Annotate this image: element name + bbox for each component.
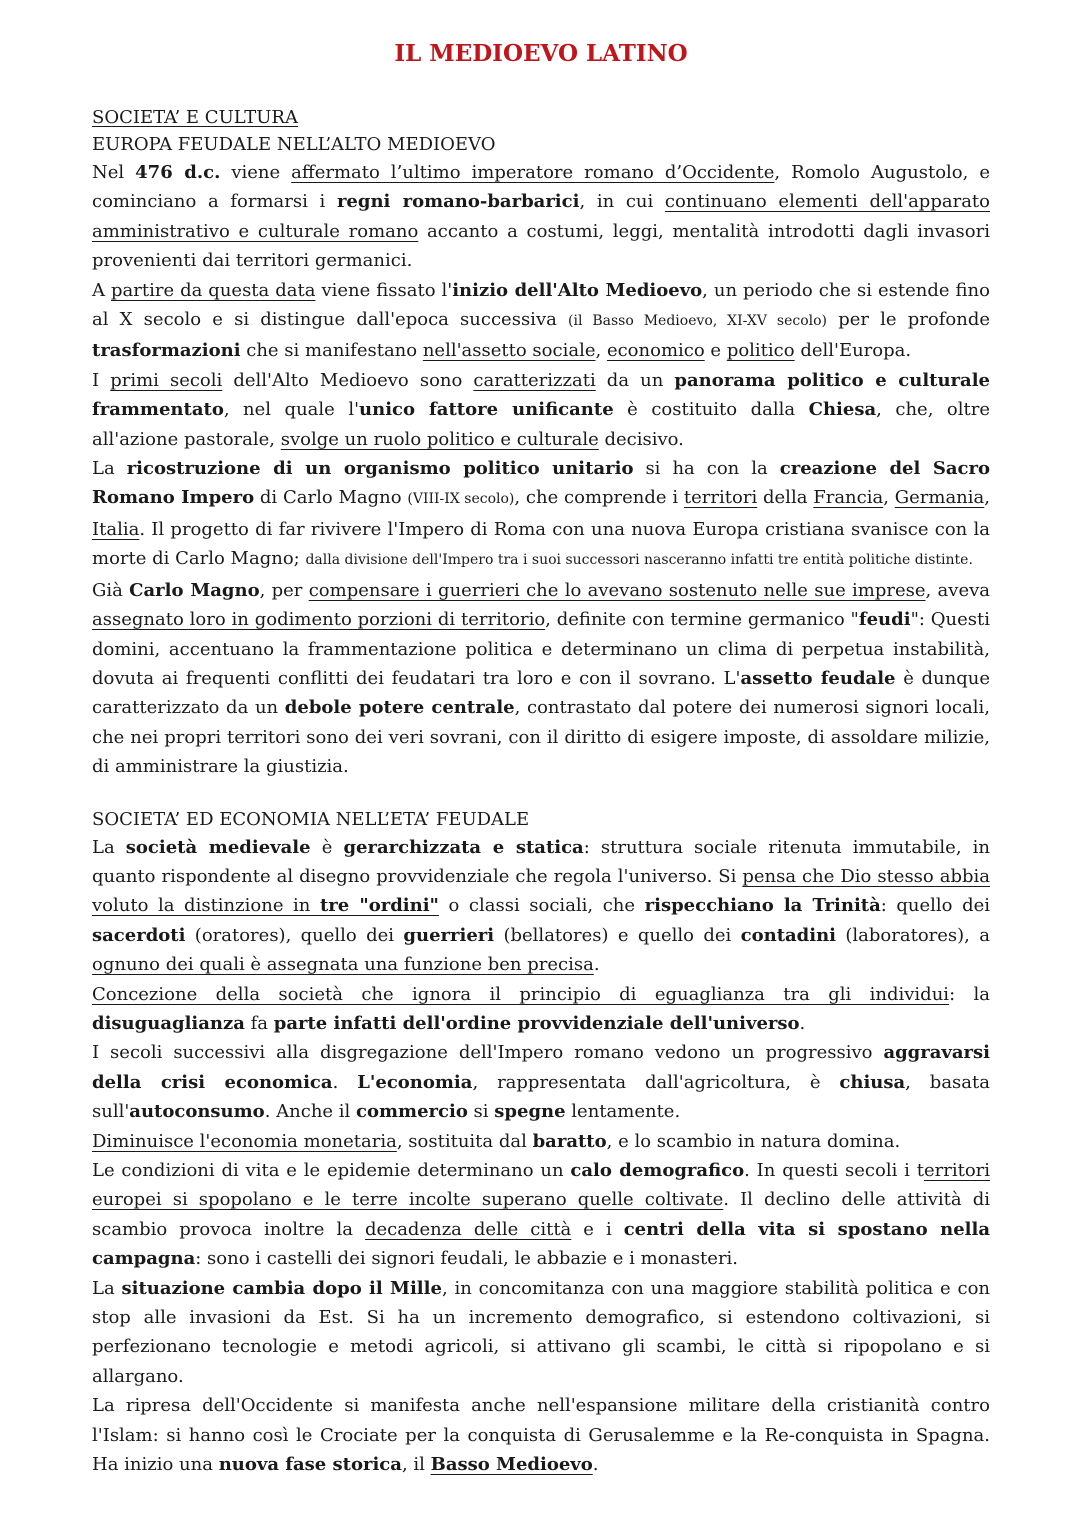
document-page: [92, 34, 990, 1479]
text-run: dell'Europa.: [794, 340, 912, 362]
bold-text: 476 d.c.: [135, 162, 221, 183]
text-run: da un: [595, 369, 675, 391]
text-run: dalla divisione dell'Impero tra i suoi successori nasceranno infatti tre entità politiche distinte.: [305, 552, 973, 569]
underlined-text: svolge un ruolo politico e culturale: [280, 428, 599, 450]
text-run: A: [92, 279, 111, 301]
paragraph: [92, 1274, 990, 1392]
text-run: Le condizioni di vita e le epidemie determinano un: [92, 1160, 571, 1181]
bold-text: ricostruzione di un organismo politico unitario: [126, 458, 634, 480]
text-run: , contrastato dal potere dei numerosi signori locali, che nei propri territori sono dei veri sovrani, con il diritto di esigere imposte, di assoldare milizie, di amministrare la giustizia.: [92, 697, 990, 778]
bold-text: assetto feudale: [740, 667, 896, 689]
underlined-text: ognuno dei quali è assegnata una funzione ben precisa: [92, 954, 594, 976]
bold-text: creazione del Sacro Romano Impero: [92, 458, 990, 509]
bold-text: società medievale: [125, 836, 311, 858]
bold-text: feudi: [858, 609, 911, 631]
text-run: , che, oltre all'azione pastorale,: [92, 399, 991, 450]
bold-text: contadini: [740, 924, 837, 946]
text-run: accanto a costumi, leggi, mentalità introdotti dagli invasori provenienti dai territori germanici.: [92, 220, 990, 272]
text-run: .: [592, 1454, 599, 1476]
text-run: , nel quale l': [223, 399, 360, 421]
text-run: si ha con la: [633, 458, 780, 480]
text-run: , il: [401, 1454, 431, 1476]
text-run: (bellatores) e quello dei: [494, 924, 741, 946]
paragraph: [92, 1038, 990, 1126]
paragraph: [92, 980, 990, 1039]
text-run: La: [92, 458, 127, 480]
bold-text: baratto: [532, 1130, 607, 1152]
bold-text: gerarchizzata e statica: [343, 836, 584, 858]
text-run: . Il declino delle attività di scambio provoca inoltre la: [92, 1189, 990, 1240]
text-run: ,: [883, 487, 895, 509]
underlined-text: decadenza delle città: [364, 1218, 572, 1240]
text-run: .: [593, 954, 600, 976]
text-run: per le profonde: [827, 309, 990, 331]
paragraph: [92, 1127, 990, 1156]
underlined-text: Germania: [894, 487, 985, 509]
text-run: , in cui: [579, 191, 665, 213]
text-run: è: [310, 836, 344, 858]
text-run: : quello dei: [880, 895, 991, 917]
text-run: La ripresa dell'Occidente si manifesta anche nell'espansione militare della cristianità contro l'Islam: si hanno così le Crociate per la conquista di Gerusalemme e la Re-conquista in Spagna. Ha inizio una: [92, 1395, 990, 1476]
text-run: : struttura sociale ritenuta immutabile, in quanto rispondente al disegno provvidenziale che regola l'universo. Si: [92, 836, 990, 887]
text-run: : sono i castelli dei signori feudali, le abbazie e i monasteri.: [195, 1248, 739, 1270]
underlined-text: pensa che Dio stesso abbia voluto la distinzione in: [92, 865, 990, 917]
bold-text: Carlo Magno: [129, 579, 260, 601]
underlined-text: politico: [726, 340, 795, 362]
bold-text: panorama politico e culturale frammentato: [92, 369, 990, 421]
text-run: (il Basso Medioevo, XI-XV secolo): [568, 313, 828, 330]
bold-text: Chiesa: [808, 399, 877, 421]
bold-text: debole potere centrale: [284, 697, 515, 719]
text-run: . Il progetto di far rivivere l'Impero di Roma con una nuova Europa cristiana svanisce con la morte di Carlo Magno;: [92, 518, 990, 570]
text-run: , un periodo che si estende fino al X secolo e si distingue dall'epoca successiva: [92, 279, 990, 331]
text-run: dell'Alto Medioevo sono: [222, 369, 474, 391]
paragraph: [92, 1391, 990, 1479]
text-run: lentamente.: [565, 1101, 681, 1123]
paragraph: [92, 276, 990, 366]
underlined-text: caratterizzati: [473, 369, 596, 391]
underlined-text: economico: [606, 340, 705, 362]
underlined-text: assegnato loro in godimento porzioni di territorio: [92, 609, 546, 631]
section-heading: EUROPA FEUDALE NELL’ALTO MEDIOEVO: [92, 134, 496, 155]
bold-text: parte infatti dell'ordine provvidenziale dell'universo: [273, 1012, 800, 1034]
underlined-text: continuano elementi dell'apparato amministrativo e culturale romano: [92, 191, 990, 242]
text-run: .: [799, 1012, 806, 1034]
text-run: di Carlo Magno: [254, 487, 408, 509]
bold-text: guerrieri: [403, 924, 495, 946]
section-heading: SOCIETA’ ED ECONOMIA NELL’ETA’ FEUDALE: [92, 808, 530, 830]
text-run: Nel: [92, 162, 136, 183]
text-run: e i: [571, 1218, 624, 1240]
bold-text: tre "ordini": [319, 895, 439, 917]
bold-text: commercio: [356, 1101, 468, 1123]
paragraph: [92, 576, 990, 782]
underlined-text: Concezione della società che ignora il principio di eguaglianza tra gli individui: [92, 983, 950, 1005]
text-run: che si manifestano: [240, 340, 423, 362]
paragraph: [92, 1156, 990, 1274]
text-run: è dunque caratterizzato da un: [92, 667, 990, 719]
bold-text: autoconsumo: [129, 1101, 265, 1123]
text-run: I: [92, 369, 111, 391]
text-run: è costituito dalla: [613, 399, 809, 421]
text-run: , basata sull': [92, 1071, 990, 1123]
bold-text: aggravarsi della crisi economica: [92, 1042, 990, 1093]
text-run: I secoli successivi alla disgregazione dell'Impero romano vedono un progressivo: [92, 1042, 884, 1064]
underlined-text: compensare i guerrieri che lo avevano sostenuto nelle sue imprese: [308, 579, 926, 601]
bold-text: nuova fase storica: [218, 1454, 402, 1476]
text-run: ": Questi domini, accentuano la frammentazione politica e determinano un clima di perpetua instabilità, dovuta ai frequenti conflitti dei feudatari tra loro e con il sovrano. L': [92, 609, 991, 689]
text-run: fa: [244, 1012, 274, 1034]
text-run: (laboratores), a: [836, 924, 990, 946]
section-kicker: SOCIETA’ E CULTURA: [92, 107, 298, 128]
text-run: Già: [92, 579, 130, 601]
bold-text: inizio dell'Alto Medioevo: [452, 279, 703, 301]
bold-text: trasformazioni: [92, 340, 241, 362]
text-run: , e lo scambio in natura domina.: [606, 1130, 901, 1152]
bold-text: sacerdoti: [92, 924, 186, 946]
text-run: , sostituita dal: [396, 1130, 533, 1152]
text-run: e: [704, 340, 727, 362]
underlined-text: territori: [683, 487, 758, 509]
bold-text: unico fattore unificante: [359, 399, 614, 421]
paragraph: [92, 833, 990, 980]
text-run: , rappresentata dall'agricoltura, è: [472, 1071, 840, 1093]
underlined-text: affermato l’ultimo imperatore romano d’Occidente: [291, 162, 775, 183]
underlined-text: Diminuisce l'economia monetaria: [92, 1130, 397, 1152]
underlined-text: partire da questa data: [110, 279, 316, 301]
underlined-text: nell'assetto sociale: [422, 340, 596, 362]
bold-text: Basso Medioevo: [430, 1454, 593, 1476]
text-run: La: [92, 1277, 122, 1299]
underlined-text: erritori europei si spopolano e le terre incolte superano quelle coltivate: [92, 1160, 991, 1211]
bold-text: chiusa: [839, 1071, 906, 1093]
text-run: , che comprende i: [514, 487, 684, 509]
text-run: .: [332, 1071, 358, 1093]
bold-text: calo demografico: [570, 1160, 745, 1181]
section-spacer: [92, 782, 990, 806]
text-run: , in concomitanza con una maggiore stabilità politica e con stop alle invasioni da Est. Si ha un incremento demografico, si estendono coltivazioni, si perfezionano tecnologie e metodi agricoli, si attivano gli scambi, le città si ripopolano e si allargano.: [92, 1277, 991, 1387]
text-run: , aveva: [925, 579, 991, 601]
paragraph: [92, 158, 990, 276]
bold-text: disuguaglianza: [92, 1012, 245, 1034]
bold-text: situazione cambia dopo il Mille: [121, 1277, 442, 1299]
text-run: o classi sociali, che: [438, 895, 645, 917]
text-run: (oratores), quello dei: [185, 924, 404, 946]
text-run: ,: [595, 340, 607, 362]
text-run: (VIII-IX secolo): [407, 491, 515, 508]
text-run: viene: [220, 162, 292, 183]
paragraph: [92, 454, 990, 576]
underlined-text: Francia: [813, 487, 884, 509]
text-run: si: [467, 1101, 495, 1123]
text-run: . Anche il: [264, 1101, 357, 1123]
bold-text: L'economia: [357, 1071, 473, 1093]
text-run: , definite con termine germanico ": [545, 609, 859, 631]
underlined-text: primi secoli: [110, 369, 223, 391]
text-run: , per: [259, 579, 309, 601]
page-title: IL MEDIOEVO LATINO: [394, 40, 688, 67]
text-run: decisivo.: [598, 428, 684, 450]
text-run: La: [92, 836, 126, 858]
text-run: , Romolo Augustolo, e cominciano a formarsi i: [92, 162, 990, 213]
text-run: viene fissato l': [315, 279, 453, 301]
paragraph: [92, 366, 990, 454]
underlined-text: Italia: [92, 518, 140, 540]
text-run: della: [757, 487, 814, 509]
bold-text: centri della vita si spostano nella campagna: [92, 1218, 991, 1270]
bold-text: rispecchiano la Trinità: [644, 895, 881, 917]
text-run: ,: [984, 487, 991, 509]
bold-text: regni romano-barbarici: [336, 191, 580, 213]
bold-text: spegne: [494, 1101, 566, 1123]
text-run: . In questi secoli i t: [744, 1160, 924, 1181]
text-run: : la: [949, 983, 990, 1005]
